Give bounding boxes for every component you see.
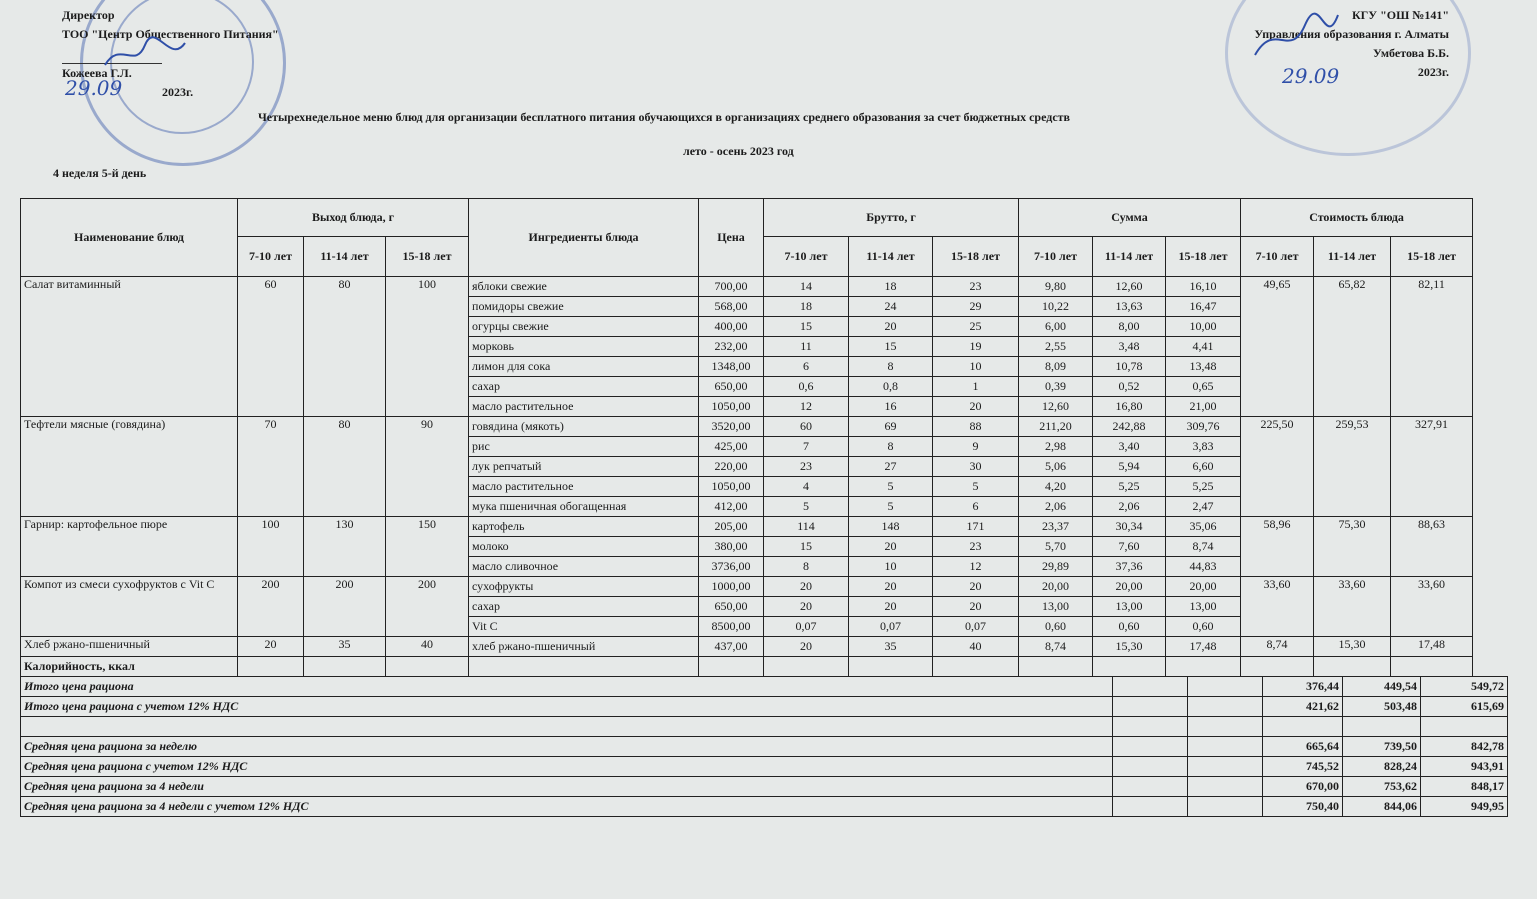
ingredient-sum: 4,41 (1166, 337, 1241, 357)
dish-yield: 35 (304, 637, 386, 657)
ingredient-sum: 37,36 (1093, 557, 1166, 577)
header-yield-age-1: 11-14 лет (304, 237, 386, 277)
dish-cost: 75,30 (1314, 517, 1391, 577)
ingredient-sum: 44,83 (1166, 557, 1241, 577)
ingredient-sum: 13,00 (1093, 597, 1166, 617)
dish-name: Хлеб ржано-пшеничный (21, 637, 238, 657)
calories-cell (1241, 657, 1314, 677)
totals-value: 842,78 (1421, 737, 1508, 757)
ingredient-brutto: 20 (933, 577, 1019, 597)
ingredient-brutto: 114 (764, 517, 849, 537)
totals-value: 449,54 (1343, 677, 1421, 697)
totals-value: 670,00 (1263, 777, 1343, 797)
header-yield-age-2: 15-18 лет (386, 237, 469, 277)
ingredient-sum: 4,20 (1019, 477, 1093, 497)
ingredient-name: Vit C (469, 617, 699, 637)
ingredient-sum: 35,06 (1166, 517, 1241, 537)
approval-right-dept: Управления образования г. Алматы (1254, 27, 1449, 41)
ingredient-sum: 309,76 (1166, 417, 1241, 437)
ingredient-sum: 8,74 (1166, 537, 1241, 557)
ingredient-sum: 3,40 (1093, 437, 1166, 457)
ingredient-brutto: 40 (933, 637, 1019, 657)
table-row (21, 417, 1473, 437)
totals-blank (1188, 737, 1263, 757)
table-row (21, 577, 1473, 597)
totals-blank (1113, 777, 1188, 797)
ingredient-brutto: 20 (849, 317, 933, 337)
ingredient-brutto: 0,07 (933, 617, 1019, 637)
ingredient-sum: 0,52 (1093, 377, 1166, 397)
ingredient-brutto: 18 (764, 297, 849, 317)
totals-blank (1188, 797, 1263, 817)
ingredient-name: яблоки свежие (469, 277, 699, 297)
header-yield-age-0: 7-10 лет (238, 237, 304, 277)
ingredient-sum: 10,00 (1166, 317, 1241, 337)
totals-row (21, 797, 1508, 817)
day-label: 4 неделя 5-й день (53, 166, 147, 180)
ingredient-name: сахар (469, 597, 699, 617)
document-subtitle: лето - осень 2023 год (683, 144, 794, 158)
ingredient-price: 205,00 (699, 517, 764, 537)
ingredient-brutto: 148 (849, 517, 933, 537)
ingredient-sum: 2,98 (1019, 437, 1093, 457)
ingredient-brutto: 12 (933, 557, 1019, 577)
ingredient-brutto: 88 (933, 417, 1019, 437)
totals-value: 750,40 (1263, 797, 1343, 817)
ingredient-brutto: 171 (933, 517, 1019, 537)
approval-left-name: Кожеева Г.Л. (62, 66, 132, 80)
dish-yield: 80 (304, 417, 386, 517)
ingredient-name: рис (469, 437, 699, 457)
totals-label: Средняя цена рациона за 4 недели (21, 777, 1113, 797)
ingredient-brutto: 5 (764, 497, 849, 517)
ingredient-brutto: 20 (933, 597, 1019, 617)
ingredient-sum: 16,47 (1166, 297, 1241, 317)
ingredient-price: 700,00 (699, 277, 764, 297)
ingredient-price: 425,00 (699, 437, 764, 457)
totals-label: Средняя цена рациона за неделю (21, 737, 1113, 757)
ingredient-brutto: 16 (849, 397, 933, 417)
ingredient-sum: 0,60 (1019, 617, 1093, 637)
dish-cost: 88,63 (1391, 517, 1473, 577)
totals-value: 665,64 (1263, 737, 1343, 757)
ingredient-name: масло растительное (469, 397, 699, 417)
dish-name: Салат витаминный (21, 277, 238, 417)
totals-blank (1113, 797, 1188, 817)
signature-right (1250, 10, 1340, 65)
header-sum-age-2: 15-18 лет (1166, 237, 1241, 277)
dish-name: Гарнир: картофельное пюре (21, 517, 238, 577)
calories-cell (1314, 657, 1391, 677)
totals-row (21, 717, 1508, 737)
ingredient-price: 1000,00 (699, 577, 764, 597)
ingredient-sum: 15,30 (1093, 637, 1166, 657)
totals-row (21, 677, 1508, 697)
ingredient-brutto: 20 (764, 577, 849, 597)
dish-yield: 80 (304, 277, 386, 417)
ingredient-sum: 0,60 (1093, 617, 1166, 637)
dish-yield: 70 (238, 417, 304, 517)
ingredient-sum: 5,25 (1093, 477, 1166, 497)
header-cost: Стоимость блюда (1241, 199, 1473, 237)
ingredient-brutto: 11 (764, 337, 849, 357)
ingredient-sum: 20,00 (1093, 577, 1166, 597)
ingredient-brutto: 14 (764, 277, 849, 297)
header-brutto-age-2: 15-18 лет (933, 237, 1019, 277)
totals-value (1343, 717, 1421, 737)
totals-value (1421, 717, 1508, 737)
totals-label: Итого цена рациона (21, 677, 1113, 697)
dish-yield: 20 (238, 637, 304, 657)
ingredient-sum: 211,20 (1019, 417, 1093, 437)
dish-yield: 150 (386, 517, 469, 577)
ingredient-brutto: 6 (933, 497, 1019, 517)
header-name: Наименование блюд (21, 199, 238, 277)
ingredient-sum: 17,48 (1166, 637, 1241, 657)
totals-blank (1188, 677, 1263, 697)
calories-cell (469, 657, 699, 677)
dish-cost: 8,74 (1241, 637, 1314, 657)
calories-cell (1391, 657, 1473, 677)
header-cost-age-1: 11-14 лет (1314, 237, 1391, 277)
ingredient-sum: 16,10 (1166, 277, 1241, 297)
ingredient-sum: 10,22 (1019, 297, 1093, 317)
ingredient-brutto: 5 (849, 477, 933, 497)
ingredient-sum: 5,25 (1166, 477, 1241, 497)
ingredient-sum: 20,00 (1019, 577, 1093, 597)
dish-yield: 100 (238, 517, 304, 577)
ingredient-price: 220,00 (699, 457, 764, 477)
dish-name: Компот из смеси сухофруктов с Vit C (21, 577, 238, 637)
totals-blank (1113, 717, 1188, 737)
calories-cell (1093, 657, 1166, 677)
ingredient-sum: 5,70 (1019, 537, 1093, 557)
ingredient-brutto: 19 (933, 337, 1019, 357)
approval-left-date: 29.09 (65, 76, 123, 100)
dish-name: Тефтели мясные (говядина) (21, 417, 238, 517)
ingredient-brutto: 1 (933, 377, 1019, 397)
ingredient-brutto: 8 (764, 557, 849, 577)
ingredient-price: 568,00 (699, 297, 764, 317)
dish-cost: 82,11 (1391, 277, 1473, 417)
totals-blank (1188, 697, 1263, 717)
ingredient-sum: 21,00 (1166, 397, 1241, 417)
dish-cost: 15,30 (1314, 637, 1391, 657)
ingredient-price: 650,00 (699, 377, 764, 397)
menu-table (20, 198, 1473, 677)
totals-row (21, 777, 1508, 797)
table-row (21, 637, 1473, 657)
dish-cost: 65,82 (1314, 277, 1391, 417)
totals-value: 549,72 (1421, 677, 1508, 697)
ingredient-brutto: 18 (849, 277, 933, 297)
ingredient-brutto: 23 (933, 537, 1019, 557)
totals-label: Средняя цена рациона с учетом 12% НДС (21, 757, 1113, 777)
ingredient-name: морковь (469, 337, 699, 357)
dish-cost: 58,96 (1241, 517, 1314, 577)
totals-value (1263, 717, 1343, 737)
dish-yield: 200 (238, 577, 304, 637)
ingredient-price: 3520,00 (699, 417, 764, 437)
calories-cell (304, 657, 386, 677)
ingredient-sum: 8,74 (1019, 637, 1093, 657)
ingredient-brutto: 0,8 (849, 377, 933, 397)
header-brutto: Брутто, г (764, 199, 1019, 237)
calories-row (21, 657, 1473, 677)
ingredient-sum: 12,60 (1093, 277, 1166, 297)
ingredient-sum: 0,65 (1166, 377, 1241, 397)
dish-yield: 200 (386, 577, 469, 637)
dish-cost: 33,60 (1391, 577, 1473, 637)
ingredient-brutto: 15 (764, 317, 849, 337)
approval-right-name: Умбетова Б.Б. (1373, 46, 1449, 60)
header-brutto-age-1: 11-14 лет (849, 237, 933, 277)
approval-left-org: ТОО "Центр Общественного Питания" (62, 27, 279, 41)
ingredient-sum: 2,06 (1093, 497, 1166, 517)
totals-label (21, 717, 1113, 737)
ingredient-price: 232,00 (699, 337, 764, 357)
ingredient-sum: 13,00 (1166, 597, 1241, 617)
totals-row (21, 697, 1508, 717)
ingredient-brutto: 27 (849, 457, 933, 477)
table-row (21, 277, 1473, 297)
ingredient-price: 1050,00 (699, 477, 764, 497)
ingredient-brutto: 0,07 (764, 617, 849, 637)
totals-blank (1188, 717, 1263, 737)
ingredient-price: 8500,00 (699, 617, 764, 637)
ingredient-sum: 0,60 (1166, 617, 1241, 637)
ingredient-sum: 5,94 (1093, 457, 1166, 477)
header-sum-age-1: 11-14 лет (1093, 237, 1166, 277)
header-price: Цена (699, 199, 764, 277)
ingredient-brutto: 5 (933, 477, 1019, 497)
ingredient-brutto: 20 (849, 597, 933, 617)
ingredient-brutto: 20 (933, 397, 1019, 417)
header-cost-age-2: 15-18 лет (1391, 237, 1473, 277)
totals-value: 615,69 (1421, 697, 1508, 717)
ingredient-sum: 8,00 (1093, 317, 1166, 337)
ingredient-brutto: 7 (764, 437, 849, 457)
ingredient-price: 380,00 (699, 537, 764, 557)
ingredient-name: мука пшеничная обогащенная (469, 497, 699, 517)
totals-value: 421,62 (1263, 697, 1343, 717)
document-title: Четырехнедельное меню блюд для организации бесплатного питания обучающихся в организациях среднего образования за счет бюджетных средств (258, 110, 1071, 124)
calories-cell (849, 657, 933, 677)
ingredient-sum: 20,00 (1166, 577, 1241, 597)
ingredient-name: масло сливочное (469, 557, 699, 577)
ingredient-brutto: 5 (849, 497, 933, 517)
ingredient-sum: 8,09 (1019, 357, 1093, 377)
ingredient-brutto: 20 (849, 537, 933, 557)
ingredient-name: картофель (469, 517, 699, 537)
ingredient-brutto: 23 (933, 277, 1019, 297)
approval-right-year: 2023г. (1417, 65, 1449, 79)
signature-left (100, 35, 190, 75)
ingredient-name: помидоры свежие (469, 297, 699, 317)
ingredient-sum: 2,06 (1019, 497, 1093, 517)
ingredient-name: лимон для сока (469, 357, 699, 377)
ingredient-brutto: 20 (764, 597, 849, 617)
ingredient-brutto: 12 (764, 397, 849, 417)
ingredient-brutto: 23 (764, 457, 849, 477)
ingredient-sum: 3,83 (1166, 437, 1241, 457)
totals-row (21, 737, 1508, 757)
totals-label: Средняя цена рациона за 4 недели с учетом 12% НДС (21, 797, 1113, 817)
ingredient-sum: 13,63 (1093, 297, 1166, 317)
calories-cell (238, 657, 304, 677)
ingredient-brutto: 9 (933, 437, 1019, 457)
ingredient-sum: 13,00 (1019, 597, 1093, 617)
header-sum: Сумма (1019, 199, 1241, 237)
totals-value: 503,48 (1343, 697, 1421, 717)
ingredient-brutto: 10 (933, 357, 1019, 377)
ingredient-sum: 30,34 (1093, 517, 1166, 537)
ingredient-sum: 6,60 (1166, 457, 1241, 477)
dish-yield: 100 (386, 277, 469, 417)
ingredient-brutto: 0,6 (764, 377, 849, 397)
header-sum-age-0: 7-10 лет (1019, 237, 1093, 277)
ingredient-sum: 9,80 (1019, 277, 1093, 297)
ingredient-price: 400,00 (699, 317, 764, 337)
calories-label: Калорийность, ккал (21, 657, 238, 677)
totals-blank (1188, 777, 1263, 797)
totals-value: 848,17 (1421, 777, 1508, 797)
dish-cost: 33,60 (1314, 577, 1391, 637)
totals-value: 739,50 (1343, 737, 1421, 757)
totals-blank (1113, 757, 1188, 777)
totals-value: 844,06 (1343, 797, 1421, 817)
totals-value: 943,91 (1421, 757, 1508, 777)
ingredient-price: 1348,00 (699, 357, 764, 377)
ingredient-name: лук репчатый (469, 457, 699, 477)
totals-value: 753,62 (1343, 777, 1421, 797)
totals-table (20, 676, 1508, 817)
calories-cell (764, 657, 849, 677)
dish-cost: 327,91 (1391, 417, 1473, 517)
ingredient-brutto: 60 (764, 417, 849, 437)
ingredient-brutto: 29 (933, 297, 1019, 317)
ingredient-brutto: 15 (764, 537, 849, 557)
ingredient-sum: 2,55 (1019, 337, 1093, 357)
ingredient-brutto: 20 (849, 577, 933, 597)
approval-right-date: 29.09 (1282, 64, 1340, 88)
totals-blank (1113, 737, 1188, 757)
totals-value: 745,52 (1263, 757, 1343, 777)
totals-blank (1188, 757, 1263, 777)
dish-yield: 40 (386, 637, 469, 657)
approval-right-org: КГУ "ОШ №141" (1351, 8, 1449, 22)
ingredient-name: хлеб ржано-пшеничный (469, 637, 699, 657)
ingredient-brutto: 6 (764, 357, 849, 377)
dish-yield: 200 (304, 577, 386, 637)
ingredient-brutto: 25 (933, 317, 1019, 337)
approval-left-year: 2023г. (162, 85, 194, 99)
ingredient-price: 412,00 (699, 497, 764, 517)
ingredient-name: огурцы свежие (469, 317, 699, 337)
calories-cell (1019, 657, 1093, 677)
calories-cell (386, 657, 469, 677)
ingredient-sum: 5,06 (1019, 457, 1093, 477)
ingredient-brutto: 8 (849, 437, 933, 457)
ingredient-name: сухофрукты (469, 577, 699, 597)
ingredient-brutto: 8 (849, 357, 933, 377)
ingredient-sum: 7,60 (1093, 537, 1166, 557)
ingredient-name: сахар (469, 377, 699, 397)
ingredient-sum: 23,37 (1019, 517, 1093, 537)
ingredient-price: 1050,00 (699, 397, 764, 417)
header-ingredients: Ингредиенты блюда (469, 199, 699, 277)
dish-cost: 225,50 (1241, 417, 1314, 517)
dish-cost: 17,48 (1391, 637, 1473, 657)
totals-blank (1113, 677, 1188, 697)
ingredient-brutto: 10 (849, 557, 933, 577)
header-brutto-age-0: 7-10 лет (764, 237, 849, 277)
ingredient-brutto: 15 (849, 337, 933, 357)
calories-cell (1166, 657, 1241, 677)
totals-row (21, 757, 1508, 777)
ingredient-brutto: 30 (933, 457, 1019, 477)
ingredient-price: 437,00 (699, 637, 764, 657)
totals-label: Итого цена рациона с учетом 12% НДС (21, 697, 1113, 717)
dish-cost: 49,65 (1241, 277, 1314, 417)
header-yield: Выход блюда, г (238, 199, 469, 237)
ingredient-sum: 16,80 (1093, 397, 1166, 417)
ingredient-price: 650,00 (699, 597, 764, 617)
ingredient-sum: 2,47 (1166, 497, 1241, 517)
table-row (21, 517, 1473, 537)
dish-yield: 130 (304, 517, 386, 577)
ingredient-sum: 12,60 (1019, 397, 1093, 417)
ingredient-sum: 29,89 (1019, 557, 1093, 577)
header-cost-age-0: 7-10 лет (1241, 237, 1314, 277)
ingredient-price: 3736,00 (699, 557, 764, 577)
totals-value: 828,24 (1343, 757, 1421, 777)
approval-left-role: Директор (62, 8, 115, 22)
ingredient-sum: 0,39 (1019, 377, 1093, 397)
calories-cell (699, 657, 764, 677)
ingredient-name: молоко (469, 537, 699, 557)
dish-cost: 33,60 (1241, 577, 1314, 637)
totals-blank (1113, 697, 1188, 717)
ingredient-brutto: 24 (849, 297, 933, 317)
dish-cost: 259,53 (1314, 417, 1391, 517)
ingredient-brutto: 4 (764, 477, 849, 497)
ingredient-brutto: 0,07 (849, 617, 933, 637)
calories-cell (933, 657, 1019, 677)
ingredient-brutto: 20 (764, 637, 849, 657)
ingredient-sum: 242,88 (1093, 417, 1166, 437)
ingredient-sum: 10,78 (1093, 357, 1166, 377)
ingredient-sum: 13,48 (1166, 357, 1241, 377)
dish-yield: 60 (238, 277, 304, 417)
ingredient-brutto: 35 (849, 637, 933, 657)
ingredient-name: говядина (мякоть) (469, 417, 699, 437)
ingredient-name: масло растительное (469, 477, 699, 497)
ingredient-brutto: 69 (849, 417, 933, 437)
totals-value: 949,95 (1421, 797, 1508, 817)
dish-yield: 90 (386, 417, 469, 517)
totals-value: 376,44 (1263, 677, 1343, 697)
ingredient-sum: 3,48 (1093, 337, 1166, 357)
ingredient-sum: 6,00 (1019, 317, 1093, 337)
